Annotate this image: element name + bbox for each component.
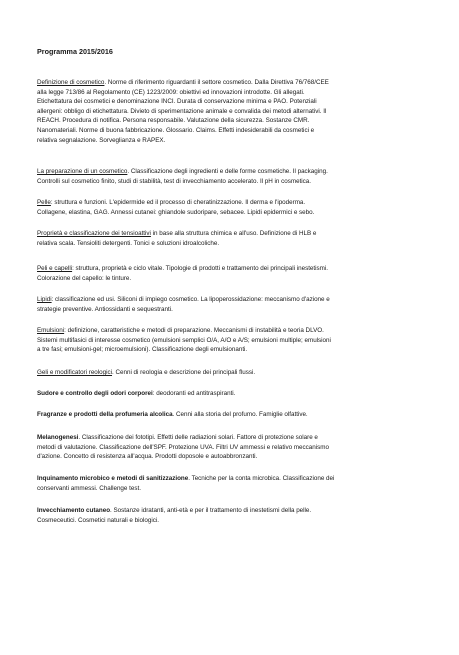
text-line bbox=[37, 107, 421, 117]
text-run: in base alla struttura chimica e all'uso. Definizione di HLB e bbox=[150, 230, 317, 237]
text-run: REACH. Procedura di notifica. Persona responsabile. Valutazione della sicurezza. Sostanze CMR. bbox=[37, 117, 310, 125]
text-line bbox=[37, 239, 421, 249]
text-run: Collagene, elastina, GAG. Annessi cutanei: ghiandole sudoripare, sebacee. Lipidi epidermici e sebo. bbox=[37, 208, 315, 216]
text-run: strategie preventive. Antiossidanti e sequestranti. bbox=[37, 305, 173, 313]
text-line bbox=[37, 389, 421, 399]
underlined-topic-heading: Geli e modificatori reologici bbox=[37, 369, 113, 376]
text-line bbox=[37, 126, 421, 136]
text-run: relativa scala. Tensioliti detergenti. Tonici e soluzioni idroalcoliche. bbox=[37, 239, 220, 247]
section-melanogenesi bbox=[37, 433, 421, 462]
bold-topic-heading: Invecchiamento cutaneo bbox=[37, 507, 111, 514]
section-inquinamento-microbico bbox=[37, 474, 421, 493]
text-run: alla legge 713/86 al Regolamento (CE) 1223/2009: obiettivi ed innovazioni introdotte. Gli allegati. bbox=[37, 88, 305, 96]
text-run: . Cenni alla storia del profumo. Famiglie olfattive. bbox=[172, 411, 308, 418]
text-line bbox=[37, 274, 421, 284]
text-run: relativa segnalazione. Sorveglianza e RAPEX. bbox=[37, 136, 166, 144]
underlined-topic-heading: Definizione di cosmetico bbox=[37, 79, 105, 86]
document-title: Programma 2015/2016 bbox=[37, 47, 113, 56]
text-line bbox=[37, 264, 421, 274]
text-line bbox=[37, 516, 421, 526]
text-line bbox=[37, 443, 421, 453]
section-preparazione-cosmetico bbox=[37, 167, 421, 186]
text-run: : definizione, caratteristiche e metodi di preparazione. Meccanismi di instabilità e teoria DLVO. bbox=[64, 327, 324, 334]
text-run: Nanomateriali. Norme di buona fabbricazione. Glossario. Claims. Effetti indesiderabili da cosmetici e bbox=[37, 126, 315, 134]
text-run: : struttura e funzioni. L'epidermide ed il processo di cheratinizzazione. Il derma e l'ipoderma. bbox=[50, 199, 306, 206]
text-line bbox=[37, 177, 421, 187]
text-run: . Classificazione degli ingredienti e delle forme cosmetiche. Il packaging. bbox=[127, 168, 328, 175]
section-sudore bbox=[37, 389, 421, 399]
text-line bbox=[37, 336, 421, 346]
text-line bbox=[37, 208, 421, 218]
text-line bbox=[37, 345, 421, 355]
underlined-topic-heading: Emulsioni bbox=[37, 327, 65, 334]
text-run: d'azione. Concetto di resistenza all'acqua. Prodotti doposole e autoabbronzanti. bbox=[37, 453, 258, 461]
text-run: . Tecniche per la conta microbica. Classificazione dei bbox=[188, 475, 335, 482]
text-line bbox=[37, 452, 421, 462]
bold-topic-heading: Melanogenesi bbox=[37, 434, 79, 441]
text-line bbox=[37, 136, 421, 146]
text-line bbox=[37, 326, 421, 336]
text-run: a tre fasi; emulsioni-gel; microemulsioni). Classificazione degli emulsionanti. bbox=[37, 346, 248, 354]
text-line bbox=[37, 506, 421, 516]
text-run: : struttura, proprietà e ciclo vitale. Tipologie di prodotti e trattamento dei principali inestetismi. bbox=[72, 265, 328, 272]
text-run: Controlli sul cosmetico finito, studi di stabilità, test di invecchiamento accelerato. Il pH in cosmetica. bbox=[37, 177, 312, 185]
underlined-topic-heading: Peli e capelli bbox=[37, 265, 73, 272]
bold-topic-heading: Fragranze e prodotti della profumeria alcolica bbox=[37, 411, 173, 418]
text-run: Etichettatura dei cosmetici e denominazione INCI. Durata di conservazione minima e PAO. Potenziali bbox=[37, 98, 317, 106]
text-line bbox=[37, 305, 421, 315]
text-run: Cosmeceutici. Cosmetici naturali e biologici. bbox=[37, 516, 159, 524]
text-line bbox=[37, 167, 421, 177]
section-emulsioni bbox=[37, 326, 421, 355]
text-line bbox=[37, 78, 421, 88]
section-tensioattivi bbox=[37, 229, 421, 248]
section-fragranze bbox=[37, 410, 421, 420]
text-run: Sistemi multifasici di interesse cosmetico (emulsioni semplici O/A, A/O e A/S; emulsioni multiple; emulsioni bbox=[37, 336, 331, 344]
text-line bbox=[37, 97, 421, 107]
text-run: . Norme di riferimento riguardanti il settore cosmetico. Dalla Direttiva 76/768/CEE bbox=[104, 79, 329, 86]
text-run: metodi di valutazione. Classificazione dell'SPF. Protezione UVA. Filtri UV ammessi e relativo meccanismo bbox=[37, 443, 329, 451]
text-line bbox=[37, 198, 421, 208]
section-geli bbox=[37, 368, 421, 378]
section-pelle bbox=[37, 198, 421, 217]
section-peli-capelli bbox=[37, 264, 421, 283]
text-line bbox=[37, 229, 421, 239]
text-line bbox=[37, 474, 421, 484]
text-run: . Cenni di reologia e descrizione dei principali flussi. bbox=[112, 369, 256, 376]
underlined-topic-heading: Lipidi bbox=[37, 296, 52, 303]
text-run: conservanti ammessi. Challenge test. bbox=[37, 484, 141, 492]
text-line bbox=[37, 295, 421, 305]
text-line bbox=[37, 484, 421, 494]
text-run: . Sostanze idratanti, anti-età e per il trattamento di inestetismi della pelle. bbox=[110, 507, 312, 514]
text-line bbox=[37, 88, 421, 98]
underlined-topic-heading: La preparazione di un cosmetico bbox=[37, 168, 128, 175]
text-line bbox=[37, 410, 421, 420]
text-run: : deodoranti ed antitraspiranti. bbox=[152, 390, 236, 397]
bold-topic-heading: Inquinamento microbico e metodi di sanitizzazione bbox=[37, 475, 189, 482]
bold-topic-heading: Sudore e controllo degli odori corporei bbox=[37, 390, 153, 397]
section-lipidi bbox=[37, 295, 421, 314]
text-line bbox=[37, 368, 421, 378]
text-run: . Classificazione dei fototipi. Effetti delle radiazioni solari. Fattore di protezione solare e bbox=[78, 434, 318, 441]
underlined-topic-heading: Pelle bbox=[37, 199, 51, 206]
text-run: : classificazione ed usi. Siliconi di impiego cosmetico. La lipoperossidazione: meccanismo d'azione e bbox=[51, 296, 330, 303]
text-run: allergeni: obbligo di etichettatura. Divieto di sperimentazione animale e convalida dei metodi alternativi. Il bbox=[37, 107, 327, 115]
text-run: Colorazione del capello: le tinture. bbox=[37, 274, 132, 282]
section-invecchiamento-cutaneo bbox=[37, 506, 421, 525]
section-definizione-cosmetico bbox=[37, 78, 421, 145]
underlined-topic-heading: Proprietà e classificazione dei tensioattivi bbox=[37, 230, 151, 237]
text-line bbox=[37, 116, 421, 126]
text-line bbox=[37, 433, 421, 443]
